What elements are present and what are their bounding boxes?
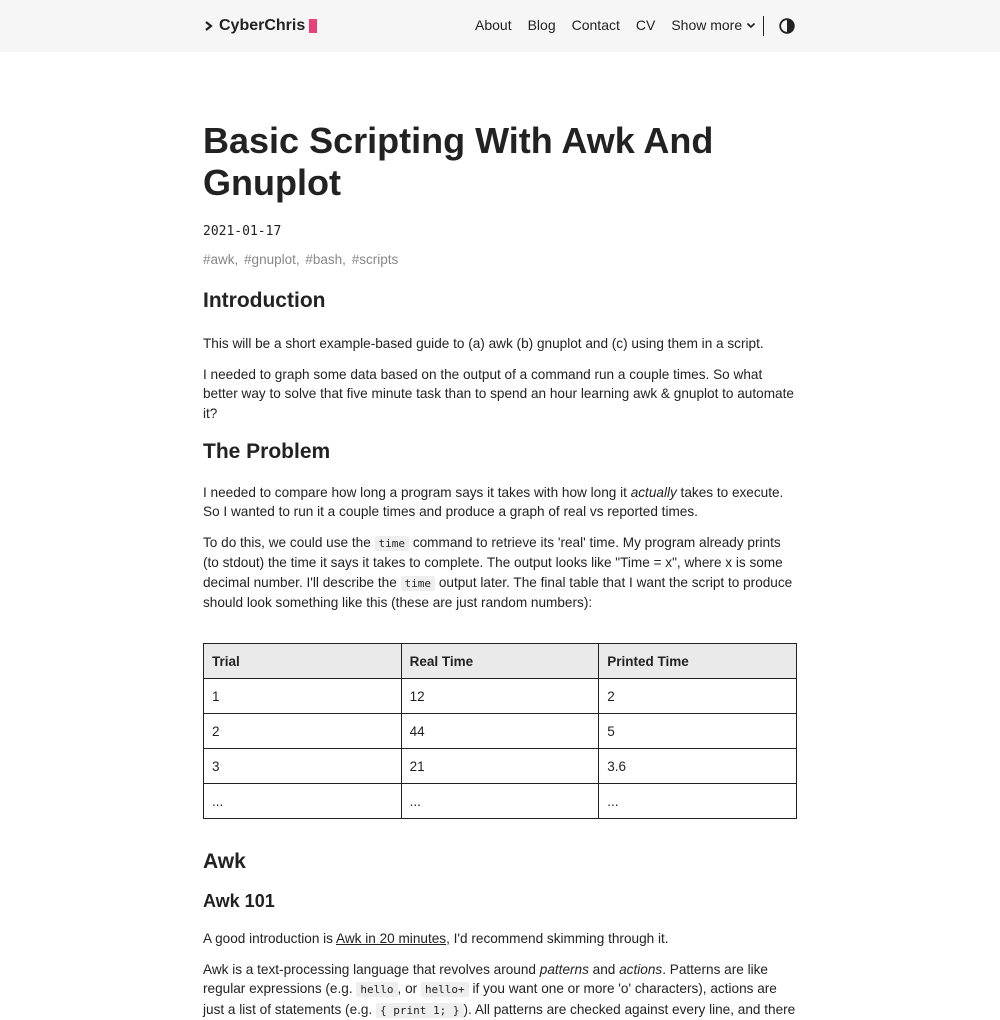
awk-in-20-minutes-link[interactable]: Awk in 20 minutes <box>336 931 447 947</box>
results-table <box>203 643 797 819</box>
site-brand-link[interactable] <box>203 16 317 36</box>
table-header-printed-time: Printed Time <box>599 644 797 679</box>
show-more-dropdown[interactable] <box>671 17 756 33</box>
show-more-label: Show more <box>671 17 743 33</box>
heading-awk: Awk <box>203 850 246 874</box>
table-cell: 12 <box>401 679 599 714</box>
site-header <box>0 0 1000 52</box>
table-header-real-time: Real Time <box>401 644 599 679</box>
inline-code-time: time <box>401 576 436 591</box>
tag-link-bash[interactable]: #bash, <box>305 252 346 267</box>
heading-the-problem: The Problem <box>203 439 331 463</box>
chevron-down-icon <box>746 20 756 30</box>
tag-link-scripts[interactable]: #scripts <box>351 252 399 267</box>
table-row <box>204 679 797 714</box>
awk-paragraph-1: A good introduction is Awk in 20 minutes, I'd recommend skimming through it. <box>203 931 669 947</box>
post-title <box>203 120 797 204</box>
table-cell: 3.6 <box>599 749 797 784</box>
intro-paragraph-1: This will be a short example-based guide to (a) awk (b) gnuplot and (c) using them in a script. <box>203 336 764 351</box>
heading-introduction: Introduction <box>203 289 326 312</box>
post-title-line-2: Gnuplot <box>203 162 341 203</box>
prompt-chevron-icon <box>203 16 215 36</box>
heading-awk-101: Awk 101 <box>203 891 275 912</box>
main-nav <box>475 17 756 33</box>
table-cell: 21 <box>401 749 599 784</box>
table-header-row <box>204 644 797 679</box>
table-cell: ... <box>401 784 599 819</box>
table-cell: 44 <box>401 714 599 749</box>
post-tags <box>203 252 797 267</box>
nav-link-cv[interactable]: CV <box>635 17 656 33</box>
post-date: 2021-01-17 <box>203 224 282 239</box>
intro-paragraph-2: I needed to graph some data based on the output of a command run a couple times. So what better way to solve that five minute task than to spend an hour learning awk & gnuplot to automate it? <box>203 367 794 421</box>
table-cell: 5 <box>599 714 797 749</box>
tag-link-gnuplot[interactable]: #gnuplot, <box>244 252 300 267</box>
table-row <box>204 749 797 784</box>
inline-code-print: { print 1; } <box>376 1003 463 1018</box>
table-header-trial: Trial <box>204 644 402 679</box>
brand-name: CyberChris <box>219 17 306 34</box>
inline-code-hello: hello <box>356 982 397 997</box>
awk-paragraph-2: Awk is a text-processing language that revolves around patterns and actions. Patterns are like regular expressions (e.g. hello , or hello+ if you want one or more 'o' characters), actions are just a list of statements (e.g. { print 1; } ). All patterns are checked against every line, and there <box>203 962 796 1017</box>
table-cell: 3 <box>204 749 402 784</box>
problem-paragraph-1: I needed to compare how long a program says it takes with how long it actually takes to execute. So I wanted to run it a couple times and produce a graph of real vs reported times. <box>203 484 784 520</box>
table-cell: 2 <box>204 714 402 749</box>
table-cell: 1 <box>204 679 402 714</box>
tag-link-awk[interactable]: #awk, <box>203 252 239 267</box>
inline-code-hello-plus: hello+ <box>421 982 469 997</box>
table-cell: ... <box>599 784 797 819</box>
inline-code-time: time <box>375 536 410 551</box>
table-row <box>204 784 797 819</box>
nav-link-blog[interactable]: Blog <box>527 17 556 33</box>
brand-cursor-block <box>309 19 317 33</box>
theme-toggle-icon[interactable] <box>779 18 795 34</box>
nav-link-contact[interactable]: Contact <box>571 17 620 33</box>
nav-divider <box>763 16 764 36</box>
table-row <box>204 714 797 749</box>
table-cell: ... <box>204 784 402 819</box>
post-title-line-1: Basic Scripting With Awk And <box>203 120 714 161</box>
post-content <box>203 120 797 1020</box>
nav-link-about[interactable]: About <box>475 17 512 33</box>
table-cell: 2 <box>599 679 797 714</box>
problem-paragraph-2: To do this, we could use the time command to retrieve its 'real' time. My program already prints (to stdout) the time it says it takes to complete. The output looks like "Time = x", where x is some decimal number. I'll describe the time output later. The final table that I want the script to produce should look something like this (these are just random numbers): <box>203 535 793 610</box>
